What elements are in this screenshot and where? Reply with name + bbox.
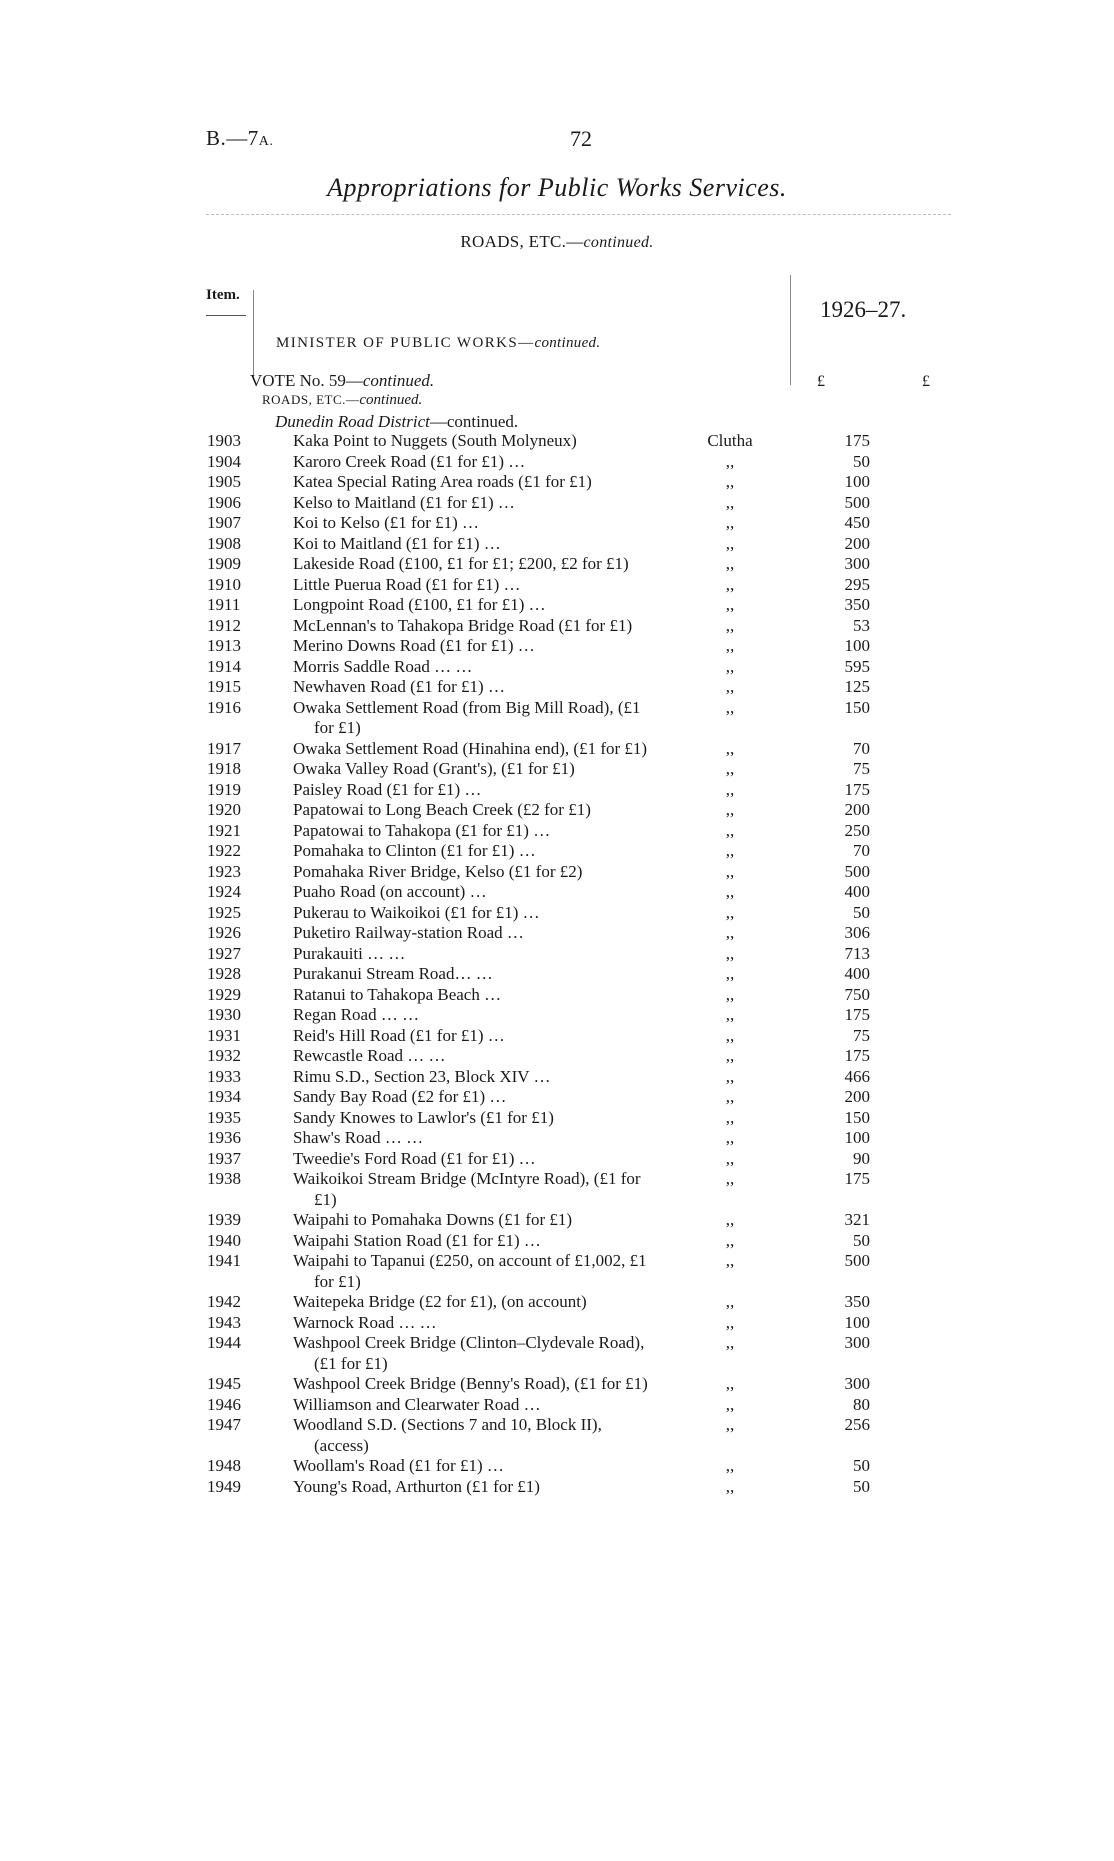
road-description: Katea Special Rating Area roads (£1 for £1) (293, 472, 592, 491)
amount: 175 (844, 779, 870, 799)
table-row (0, 759, 1114, 780)
electorate: ,, (725, 1005, 735, 1024)
electorate: ,, (725, 882, 735, 901)
electorate: ,, (725, 1169, 735, 1188)
table-row (0, 1087, 1114, 1108)
road-description: Woollam's Road (£1 for £1) … (293, 1456, 504, 1475)
page-subtitle: ROADS, ETC.—continued. (460, 232, 654, 251)
amount: 300 (844, 1333, 870, 1352)
amount: 400 (844, 882, 870, 901)
electorate: ,, (725, 1415, 735, 1434)
electorate: ,, (725, 533, 735, 553)
amount: 125 (844, 677, 870, 696)
table-row (0, 1149, 1114, 1170)
item-number: 1947 (207, 1415, 241, 1434)
road-description: Papatowai to Long Beach Creek (£2 for £1) (293, 800, 591, 819)
amount: 750 (844, 984, 870, 1004)
amount: 50 (853, 451, 870, 471)
table-row (0, 677, 1114, 698)
amount: 100 (844, 636, 870, 655)
electorate: ,, (725, 492, 735, 512)
item-number: 1931 (207, 1025, 241, 1045)
road-description: Regan Road … … (293, 1005, 420, 1024)
road-description: Owaka Valley Road (Grant's), (£1 for £1) (293, 759, 575, 778)
road-description: Rimu S.D., Section 23, Block XIV … (293, 1066, 551, 1086)
table-row (0, 1108, 1114, 1129)
road-description: Paisley Road (£1 for £1) … (293, 779, 482, 799)
table-row (0, 1026, 1114, 1047)
amount: 500 (844, 1251, 870, 1270)
item-number: 1916 (207, 697, 241, 717)
road-description: Waipahi to Tapanui (£250, on account of £1,002, £1 for £1) (293, 1251, 647, 1291)
electorate: ,, (725, 1312, 735, 1332)
item-number: 1905 (207, 472, 241, 491)
electorate: ,, (725, 1456, 735, 1475)
table-row (0, 1292, 1114, 1313)
amount: 250 (844, 820, 870, 840)
road-description: Morris Saddle Road … … (293, 656, 473, 676)
table-row (0, 575, 1114, 596)
minister-heading-italic: continued. (534, 335, 601, 351)
table-row (0, 964, 1114, 985)
electorate: ,, (725, 1128, 735, 1147)
table-row (0, 1313, 1114, 1334)
amount: 200 (844, 800, 870, 819)
amount: 175 (844, 431, 870, 450)
electorate: ,, (725, 1251, 735, 1270)
electorate: ,, (725, 820, 735, 840)
road-description: Sandy Bay Road (£2 for £1) … (293, 1087, 507, 1106)
electorate: ,, (725, 1374, 735, 1393)
table-row (0, 841, 1114, 862)
table-row (0, 1333, 1114, 1374)
electorate: ,, (725, 451, 735, 471)
amount: 50 (853, 1476, 870, 1496)
table-row (0, 1128, 1114, 1149)
item-number: 1923 (207, 861, 241, 881)
road-description: Puaho Road (on account) … (293, 882, 487, 901)
table-row (0, 821, 1114, 842)
table-row (0, 616, 1114, 637)
road-description: Longpoint Road (£100, £1 for £1) … (293, 595, 546, 614)
table-row (0, 800, 1114, 821)
electorate: ,, (725, 513, 735, 532)
item-number: 1930 (207, 1005, 241, 1024)
item-number: 1926 (207, 923, 241, 942)
road-description: Pomahaka to Clinton (£1 for £1) … (293, 841, 536, 860)
road-description: Lakeside Road (£100, £1 for £1; £200, £2 for £1) (293, 554, 629, 573)
table-row (0, 1374, 1114, 1395)
district-heading: Dunedin Road District—continued. (275, 412, 519, 431)
amount: 70 (853, 738, 870, 758)
amount: 400 (844, 964, 870, 983)
roads-heading-italic: continued. (359, 392, 423, 408)
road-description: Merino Downs Road (£1 for £1) … (293, 636, 535, 655)
road-description: Tweedie's Ford Road (£1 for £1) … (293, 1148, 536, 1168)
table-row (0, 1477, 1114, 1498)
item-number: 1935 (207, 1107, 241, 1127)
pound-sign-2: £ (922, 373, 930, 390)
amount: 256 (844, 1415, 870, 1434)
item-number: 1921 (207, 820, 241, 840)
document-reference: B.—7A. (206, 126, 274, 150)
item-number: 1914 (207, 656, 241, 676)
item-number: 1932 (207, 1046, 241, 1065)
amount: 321 (844, 1210, 870, 1229)
item-number: 1943 (207, 1312, 241, 1332)
table-row (0, 903, 1114, 924)
item-number: 1941 (207, 1251, 241, 1270)
amount: 175 (844, 1046, 870, 1065)
minister-heading: MINISTER OF PUBLIC WORKS—continued. (276, 335, 601, 351)
electorate: ,, (725, 1148, 735, 1168)
electorate: ,, (725, 759, 735, 778)
item-number: 1939 (207, 1210, 241, 1229)
road-description: Williamson and Clearwater Road … (293, 1394, 541, 1414)
amount: 53 (853, 615, 870, 635)
table-row (0, 452, 1114, 473)
table-row (0, 862, 1114, 883)
item-number: 1909 (207, 554, 241, 573)
item-number: 1945 (207, 1374, 241, 1393)
item-number: 1938 (207, 1169, 241, 1188)
item-number: 1933 (207, 1066, 241, 1086)
road-description: Owaka Settlement Road (Hinahina end), (£1 for £1) (293, 738, 648, 758)
item-number: 1946 (207, 1394, 241, 1414)
appropriation-table (0, 431, 1114, 1497)
item-number: 1937 (207, 1148, 241, 1168)
electorate: ,, (725, 1066, 735, 1086)
amount: 75 (853, 1025, 870, 1045)
table-row (0, 739, 1114, 760)
road-description: Warnock Road … … (293, 1312, 437, 1332)
table-row (0, 1251, 1114, 1292)
road-description: Young's Road, Arthurton (£1 for £1) (293, 1476, 540, 1496)
amount: 500 (844, 492, 870, 512)
road-description: Waipahi to Pomahaka Downs (£1 for £1) (293, 1210, 573, 1229)
item-number: 1906 (207, 492, 241, 512)
page-subtitle-italic: continued. (583, 234, 654, 251)
roads-heading: ROADS, ETC.—continued. (262, 392, 423, 408)
electorate: ,, (725, 943, 735, 963)
road-description: Waipahi Station Road (£1 for £1) … (293, 1230, 541, 1250)
road-description: Woodland S.D. (Sections 7 and 10, Block II), (access) (293, 1415, 602, 1455)
electorate: ,, (725, 677, 735, 696)
item-number: 1903 (207, 431, 241, 450)
road-description: Kelso to Maitland (£1 for £1) … (293, 492, 515, 512)
item-number: 1910 (207, 574, 241, 594)
table-row (0, 1046, 1114, 1067)
amount: 450 (844, 513, 870, 532)
item-number: 1917 (207, 738, 241, 758)
amount: 306 (844, 923, 870, 942)
table-row (0, 493, 1114, 514)
item-number: 1915 (207, 677, 241, 696)
table-row (0, 985, 1114, 1006)
amount: 100 (844, 472, 870, 491)
table-row (0, 923, 1114, 944)
road-description: Washpool Creek Bridge (Benny's Road), (£1 for £1) (293, 1374, 648, 1393)
table-row (0, 513, 1114, 534)
road-description: Shaw's Road … … (293, 1128, 424, 1147)
table-row (0, 657, 1114, 678)
road-description: Purakanui Stream Road… … (293, 964, 493, 983)
electorate: ,, (725, 636, 735, 655)
electorate: ,, (725, 1476, 735, 1496)
amount: 175 (844, 1169, 870, 1188)
item-number: 1918 (207, 759, 241, 778)
item-column-header: Item. (206, 287, 240, 303)
electorate: ,, (725, 1292, 735, 1311)
electorate: ,, (725, 861, 735, 881)
amount: 150 (844, 1107, 870, 1127)
item-number: 1904 (207, 451, 241, 471)
electorate: ,, (725, 574, 735, 594)
item-number: 1948 (207, 1456, 241, 1475)
amount: 350 (844, 595, 870, 614)
amount: 200 (844, 533, 870, 553)
item-number: 1942 (207, 1292, 241, 1311)
amount: 350 (844, 1292, 870, 1311)
road-description: Waitepeka Bridge (£2 for £1), (on account) (293, 1292, 587, 1311)
item-number: 1940 (207, 1230, 241, 1250)
item-header-rule (206, 315, 246, 316)
electorate: ,, (725, 1107, 735, 1127)
amount: 466 (844, 1066, 870, 1086)
electorate: ,, (725, 779, 735, 799)
table-row (0, 1169, 1114, 1210)
electorate: ,, (725, 800, 735, 819)
amount: 50 (853, 902, 870, 922)
table-row (0, 882, 1114, 903)
amount: 295 (844, 574, 870, 594)
road-description: Pomahaka River Bridge, Kelso (£1 for £2) (293, 861, 583, 881)
amount: 150 (844, 697, 870, 717)
electorate: ,, (725, 923, 735, 942)
item-number: 1912 (207, 615, 241, 635)
page-title: Appropriations for Public Works Services. (327, 173, 787, 202)
electorate: ,, (725, 1394, 735, 1414)
road-description: Purakauiti … … (293, 943, 406, 963)
road-description: Rewcastle Road … … (293, 1046, 446, 1065)
electorate: ,, (725, 595, 735, 614)
item-number: 1934 (207, 1087, 241, 1106)
item-number: 1929 (207, 984, 241, 1004)
table-row (0, 1067, 1114, 1088)
electorate: ,, (725, 738, 735, 758)
item-number: 1949 (207, 1476, 241, 1496)
amount: 50 (853, 1230, 870, 1250)
table-row (0, 1395, 1114, 1416)
item-number: 1924 (207, 882, 241, 901)
vote-heading-italic: continued. (362, 371, 435, 390)
electorate: ,, (725, 1210, 735, 1229)
electorate: ,, (725, 472, 735, 491)
electorate: Clutha (707, 431, 753, 450)
amount: 500 (844, 861, 870, 881)
electorate: ,, (725, 615, 735, 635)
road-description: Sandy Knowes to Lawlor's (£1 for £1) (293, 1107, 554, 1127)
road-description: Papatowai to Tahakopa (£1 for £1) … (293, 820, 551, 840)
electorate: ,, (725, 554, 735, 573)
table-row (0, 1231, 1114, 1252)
road-description: Newhaven Road (£1 for £1) … (293, 677, 505, 696)
electorate: ,, (725, 1087, 735, 1106)
road-description: Karoro Creek Road (£1 for £1) … (293, 451, 526, 471)
electorate: ,, (725, 1333, 735, 1352)
road-description: Little Puerua Road (£1 for £1) … (293, 574, 521, 594)
electorate: ,, (725, 1046, 735, 1065)
road-description: Waikoikoi Stream Bridge (McIntyre Road), (£1 for £1) (293, 1169, 641, 1209)
table-row (0, 1415, 1114, 1456)
item-number: 1920 (207, 800, 241, 819)
amount-column-divider (790, 275, 791, 385)
item-number: 1944 (207, 1333, 241, 1352)
year-column-header: 1926–27. (820, 297, 907, 322)
table-row (0, 472, 1114, 493)
item-number: 1908 (207, 533, 241, 553)
pound-sign-1: £ (817, 373, 825, 390)
electorate: ,, (725, 964, 735, 983)
electorate: ,, (725, 656, 735, 676)
table-row (0, 698, 1114, 739)
item-number: 1928 (207, 964, 241, 983)
item-number: 1911 (207, 595, 241, 614)
road-description: Owaka Settlement Road (from Big Mill Road), (£1 for £1) (293, 697, 641, 737)
amount: 50 (853, 1456, 870, 1475)
road-description: Reid's Hill Road (£1 for £1) … (293, 1025, 505, 1045)
amount: 80 (853, 1394, 870, 1414)
electorate: ,, (725, 697, 735, 717)
table-row (0, 1456, 1114, 1477)
table-row (0, 944, 1114, 965)
item-column-divider (253, 290, 254, 380)
item-number: 1936 (207, 1128, 241, 1147)
electorate: ,, (725, 1025, 735, 1045)
table-row (0, 780, 1114, 801)
table-row (0, 1005, 1114, 1026)
item-number: 1919 (207, 779, 241, 799)
page-number: 72 (570, 126, 592, 151)
road-description: Pukerau to Waikoikoi (£1 for £1) … (293, 902, 540, 922)
item-number: 1922 (207, 841, 241, 860)
amount: 300 (844, 554, 870, 573)
road-description: Koi to Kelso (£1 for £1) … (293, 513, 480, 532)
amount: 70 (853, 841, 870, 860)
table-row (0, 636, 1114, 657)
electorate: ,, (725, 984, 735, 1004)
road-description: Koi to Maitland (£1 for £1) … (293, 533, 501, 553)
vote-heading: VOTE No. 59—continued. (250, 371, 435, 390)
amount: 300 (844, 1374, 870, 1393)
amount: 595 (844, 656, 870, 676)
table-row (0, 554, 1114, 575)
amount: 90 (853, 1148, 870, 1168)
item-number: 1925 (207, 902, 241, 922)
title-rule (206, 214, 951, 215)
amount: 713 (844, 943, 870, 963)
item-number: 1913 (207, 636, 241, 655)
amount: 75 (853, 759, 870, 778)
item-number: 1927 (207, 943, 241, 963)
road-description: McLennan's to Tahakopa Bridge Road (£1 for £1) (293, 615, 633, 635)
document-reference-suffix: A. (258, 134, 274, 149)
item-number: 1907 (207, 513, 241, 532)
amount: 200 (844, 1087, 870, 1106)
table-row (0, 534, 1114, 555)
table-row (0, 1210, 1114, 1231)
road-description: Kaka Point to Nuggets (South Molyneux) (293, 431, 577, 450)
amount: 100 (844, 1128, 870, 1147)
electorate: ,, (725, 1230, 735, 1250)
road-description: Washpool Creek Bridge (Clinton–Clydevale Road), (£1 for £1) (293, 1333, 645, 1373)
amount: 175 (844, 1005, 870, 1024)
electorate: ,, (725, 841, 735, 860)
road-description: Puketiro Railway-station Road … (293, 923, 524, 942)
district-heading-suffix: —continued. (429, 412, 519, 431)
table-row (0, 431, 1114, 452)
amount: 100 (844, 1312, 870, 1332)
electorate: ,, (725, 902, 735, 922)
table-row (0, 595, 1114, 616)
road-description: Ratanui to Tahakopa Beach … (293, 984, 502, 1004)
